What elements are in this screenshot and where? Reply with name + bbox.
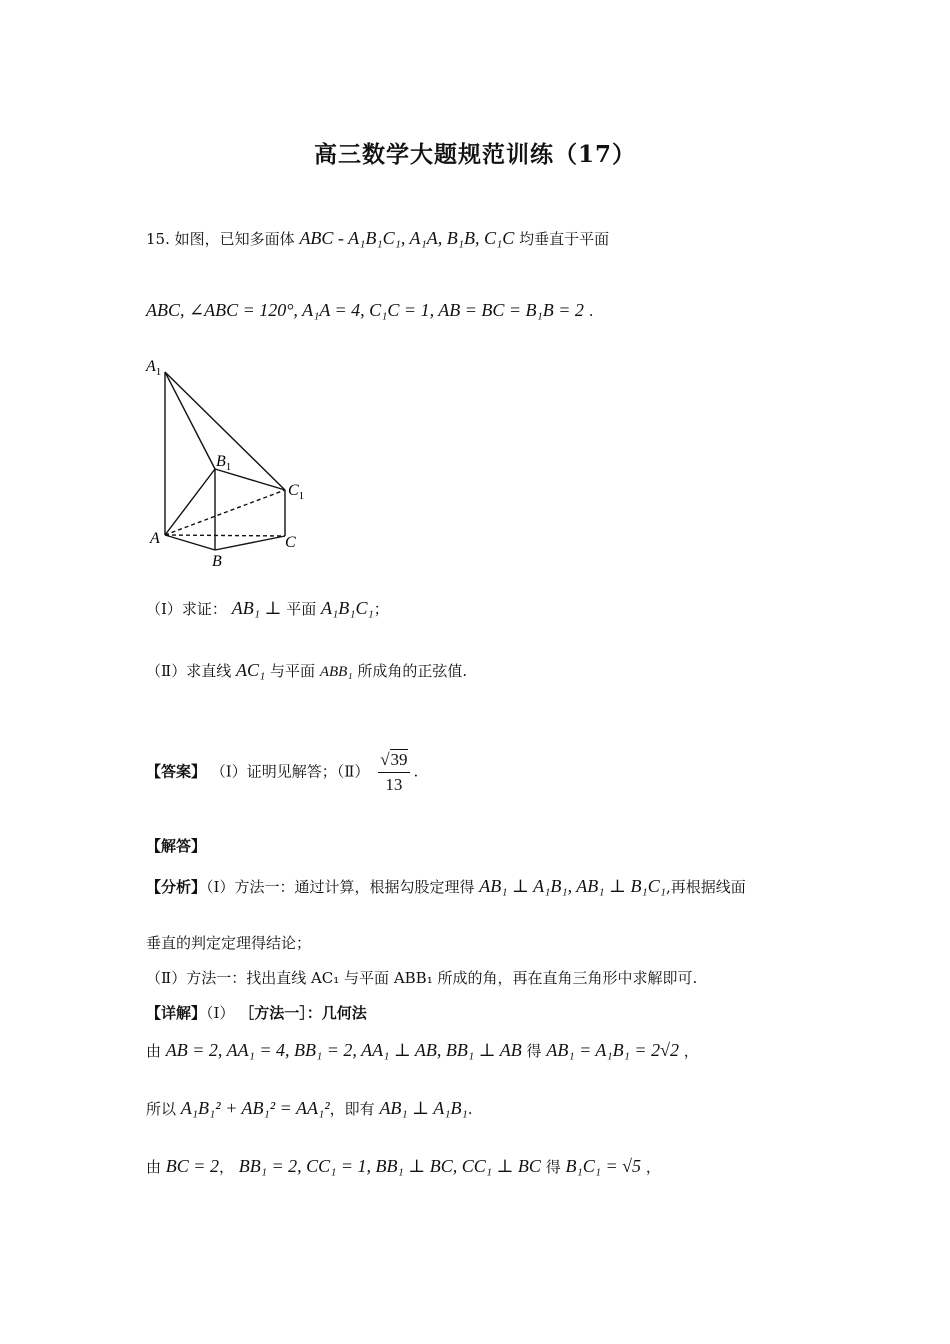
edge-a-c1-hidden: [165, 490, 285, 535]
answer-line: [146, 750, 418, 795]
detail-heading: [146, 1002, 367, 1023]
q1-prefix: （Ⅰ）求证：: [146, 600, 227, 618]
step1-end: ，: [683, 1042, 699, 1060]
edges-list: , A₁A, B₁B, C₁C: [400, 228, 515, 248]
step1-math2: AB₁ = A₁B₁ = 2√2: [546, 1040, 679, 1060]
step2-b: ，即有: [329, 1100, 375, 1118]
analysis-math: AB₁ ⊥ A₁B₁, AB₁ ⊥ B₁C₁: [479, 876, 666, 896]
step-1: [146, 1040, 699, 1061]
answer-label: 【答案】: [146, 762, 207, 781]
edge-a1-b1: [165, 372, 215, 469]
q2-math-b: ABB₁: [319, 664, 353, 680]
solution-label: 【解答】: [146, 837, 207, 855]
step2-end: .: [467, 1100, 473, 1118]
step3-b: ，: [218, 1158, 234, 1176]
step-3: [146, 1156, 661, 1177]
conditions-period: .: [588, 302, 594, 320]
q1-math-a: AB₁ ⊥: [231, 598, 282, 618]
label-b1: $B_1$: [216, 453, 232, 473]
label-c1: $C_1$: [288, 482, 305, 502]
step3-c: 得: [545, 1158, 561, 1176]
label-c: C: [285, 534, 296, 551]
page-title: 高三数学大题规范训练（17）: [313, 141, 636, 168]
problem-number: 15.: [146, 230, 170, 248]
q2-math-a: AC₁: [235, 660, 266, 680]
step1-math: AB = 2, AA₁ = 4, BB₁ = 2, AA₁ ⊥ AB, BB₁ ⊥ AB: [165, 1040, 522, 1060]
label-a: A: [150, 530, 160, 547]
edge-a-b: [165, 535, 215, 550]
edge-a-c-hidden: [165, 535, 285, 536]
analysis-line-1: [146, 876, 746, 897]
problem-intro: 如图，已知多面体: [174, 230, 295, 248]
analysis-text-1-end: ,再根据线面: [665, 878, 746, 896]
solid-name: ABC - A₁B₁C₁: [299, 228, 401, 248]
question-2: [146, 660, 467, 681]
polyhedron-figure: [140, 355, 330, 580]
q2-prefix: （Ⅱ）求直线: [146, 662, 232, 680]
step2-a: 所以: [146, 1100, 177, 1118]
problem-line-2: [146, 300, 594, 321]
step3-end: ，: [645, 1158, 661, 1176]
step1-a: 由: [146, 1042, 162, 1060]
step-2: [146, 1098, 473, 1119]
q1-mid: 平面: [286, 600, 317, 618]
step2-math2: AB₁ ⊥ A₁B₁: [379, 1098, 468, 1118]
edge-b-c: [215, 536, 285, 550]
q1-end: ；: [373, 600, 389, 618]
step3-math2: BB₁ = 2, CC₁ = 1, BB₁ ⊥ BC, CC₁ ⊥ BC: [238, 1156, 541, 1176]
label-a1: $A_1$: [146, 358, 162, 378]
answer-end: .: [413, 762, 419, 781]
q2-mid: 与平面: [270, 662, 316, 680]
answer-fraction: $\frac{√39}{13}$: [380, 750, 408, 794]
step3-a: 由: [146, 1158, 162, 1176]
analysis-line-2: 垂直的判定定理得结论；: [146, 934, 312, 952]
step3-math3: B₁C₁ = √5: [565, 1156, 642, 1176]
detail-label: 【详解】: [146, 1004, 207, 1022]
q1-math-b: A₁B₁C₁: [320, 598, 374, 618]
detail-part: （Ⅰ）: [206, 1004, 235, 1022]
conditions: ABC, ∠ABC = 120°, A₁A = 4, C₁C = 1, AB = BC = B₁B = 2: [146, 300, 584, 320]
step1-b: 得: [526, 1042, 542, 1060]
analysis-line-3: （Ⅱ）方法一：找出直线 AC₁ 与平面 ABB₁ 所成的角，再在直角三角形中求解即可.: [146, 969, 698, 987]
question-1: [146, 598, 389, 619]
q2-end: 所成角的正弦值.: [357, 662, 468, 680]
analysis-label: 【分析】: [146, 878, 207, 896]
edge-b1-a: [165, 469, 215, 535]
problem-intro-end: 均垂直于平面: [519, 230, 610, 248]
step2-math: A₁B₁² + AB₁² = AA₁²: [180, 1098, 330, 1118]
fraction-numerator: 39: [390, 750, 408, 769]
detail-method: ［方法一］：几何法: [239, 1004, 367, 1022]
answer-part1: （Ⅰ）证明见解答；（Ⅱ）: [210, 762, 370, 781]
step3-math: BC = 2: [165, 1156, 219, 1176]
problem-line-1: [146, 228, 609, 249]
label-b: B: [212, 553, 222, 570]
fraction-denominator: 13: [385, 775, 403, 794]
analysis-text-1: （Ⅰ）方法一：通过计算，根据勾股定理得: [206, 878, 475, 896]
